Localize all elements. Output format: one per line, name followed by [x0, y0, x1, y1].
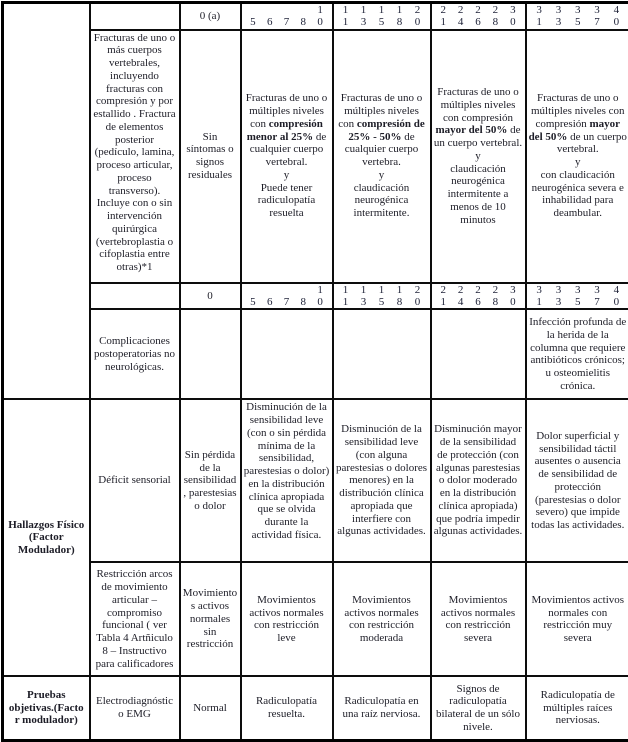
- points-header-row-2: [3, 283, 628, 310]
- points-bottom-line: 1 3 5 8 0: [337, 296, 427, 308]
- range-of-motion-row: [3, 562, 628, 676]
- fracture-criteria-row: [3, 30, 628, 283]
- criteria-post: de un cuerpo vertebral.: [557, 131, 627, 156]
- criteria-pre: Fracturas de uno o múltiples niveles con compresión: [437, 86, 519, 124]
- points-bottom-line: 5 6 7 8 0: [245, 296, 329, 308]
- radiculopathy-resolved-cell: Radiculopatía resuelta.: [241, 676, 333, 740]
- absent-sensation-cell: Dolor superficial y sensibilidad táctil ausentes o ausencia de sensibilidad de protección (parestesias o dolor severo) que impide todas las actividades.: [526, 399, 628, 562]
- rating-table: [1, 1, 628, 742]
- fracture-description-cell: Fracturas de uno o más cuerpos vertebrales, incluyendo fracturas con compresión y por estallido . Fractura de elementos posterior (pedículo, lamina, proceso articular, proceso transverso). Incluye con o sin intervención quirúrgica (vertebroplastia o cifoplastia entre otras)*1: [90, 30, 180, 283]
- criteria-text: [529, 92, 628, 156]
- points-31-40-cell: [526, 283, 628, 310]
- points-bottom-line: 1 4 6 8 0: [435, 16, 522, 28]
- points-bottom-line: 1 3 5 8 0: [337, 16, 427, 28]
- y-connector: y: [529, 156, 628, 169]
- empty-cell: [180, 309, 241, 399]
- criteria-bold: mayor del 50%: [529, 118, 621, 143]
- points-bottom-line: 1 3 5 7 0: [530, 16, 627, 28]
- sensory-deficit-row: [3, 399, 628, 562]
- criteria-post: de cualquier cuerpo vertebra.: [345, 131, 419, 169]
- radiculopathy-multiple-roots-cell: Radiculopatía de múltiples raíces nerviosas.: [526, 676, 628, 740]
- points-top-line: 3 3 3 3 4: [530, 284, 627, 296]
- points-bottom-line: 1 3 5 7 0: [530, 296, 627, 308]
- points-5-10-cell: [241, 283, 333, 310]
- points-top-line: 1 1 1 1 2: [337, 4, 427, 16]
- rom-restriction-label-cell: Restricción arcos de movimiento articular – compromiso funcional ( ver Tabla 4 Artñiculo 8 – Instructivo para calificadores: [90, 562, 180, 676]
- radiculopathy-bilateral-cell: Signos de radiculopatía bilateral de un sólo nivele.: [431, 676, 526, 740]
- points-11-20-cell: [333, 283, 431, 310]
- criteria-text: [244, 92, 330, 169]
- rom-very-severe-restriction-cell: Movimientos activos normales con restricción muy severa: [526, 562, 628, 676]
- compression-under-25-cell: [241, 30, 333, 283]
- pruebas-objetivas-label: Pruebas objetivas.(Facto r modulador): [3, 676, 90, 740]
- mild-sensory-loss-cell: Disminución de la sensibilidad leve (con o sin pérdida mínima de la sensibilidad, parestesias o dolor) en la distribución clínica apropiada que se olvida durante la actividad física.: [241, 399, 333, 562]
- criteria-tail: claudicación neurogénica intermitente.: [336, 182, 428, 220]
- criteria-post: de cualquier cuerpo vertebral.: [250, 131, 327, 169]
- criteria-bold: compresión menor al 25%: [247, 118, 323, 143]
- empty-cell: [241, 309, 333, 399]
- points-bottom-line: 5 6 7 8 0: [245, 16, 329, 28]
- compression-25-50-cell: [333, 30, 431, 283]
- hallazgos-fisico-label: Hallazgos Físico (Factor Modulador): [3, 399, 90, 676]
- compression-over-50-cell: [431, 30, 526, 283]
- electrodiagnostic-emg-cell: Electrodiagnóstic o EMG: [90, 676, 180, 740]
- points-header-row-1: [3, 3, 628, 30]
- criteria-text: [434, 86, 523, 150]
- no-symptoms-cell: Sin síntomas o signos residuales: [180, 30, 241, 283]
- rom-no-restriction-cell: Movimiento s activos normales sin restricción: [180, 562, 241, 676]
- points-top-line: 3 3 3 3 4: [530, 4, 627, 16]
- mild-sensory-loss-interferes-cell: Disminución de la sensibilidad leve (con alguna parestesias o dolores menores) en la distribución clínica apropiada que interfiere con algunas actividades.: [333, 399, 431, 562]
- postop-complications-cell: Complicaciones postoperatorias no neurológicas.: [90, 309, 180, 399]
- points-top-line: 1: [245, 4, 329, 16]
- rom-severe-restriction-cell: Movimientos activos normales con restricción severa: [431, 562, 526, 676]
- points-top-line: 2 2 2 2 3: [435, 4, 522, 16]
- criteria-text: [336, 92, 428, 169]
- no-sensory-loss-cell: Sin pérdida de la sensibilidad, parestesias o dolor: [180, 399, 241, 562]
- points-11-20-cell: [333, 3, 431, 30]
- empty-cell: [90, 3, 180, 30]
- objective-tests-row: [3, 676, 628, 740]
- criteria-tail: Puede tener radiculopatía resuelta: [244, 182, 330, 220]
- criteria-pre: Fracturas de uno o múltiples niveles con compresión: [531, 92, 624, 130]
- emg-normal-cell: Normal: [180, 676, 241, 740]
- points-top-line: 1: [245, 284, 329, 296]
- points-bottom-line: 1 4 6 8 0: [435, 296, 522, 308]
- points-0-cell: 0: [180, 283, 241, 310]
- points-21-30-cell: [431, 3, 526, 30]
- deep-wound-infection-cell: Infección profunda de la herida de la columna que requiere antibióticos crónicos; u osteomielitis crónica.: [526, 309, 628, 399]
- empty-cell: [90, 283, 180, 310]
- points-31-40-cell: [526, 3, 628, 30]
- criteria-pre: Fracturas de uno o múltiples niveles con: [246, 92, 328, 130]
- points-21-30-cell: [431, 283, 526, 310]
- y-connector: y: [244, 169, 330, 182]
- criteria-pre: Fracturas de uno o múltiples niveles con: [338, 92, 422, 130]
- postop-complications-row: [3, 309, 628, 399]
- empty-spanner-cell: [3, 3, 90, 400]
- empty-cell: [333, 309, 431, 399]
- major-sensory-loss-cell: Disminución mayor de la sensibilidad de protección (con algunas parestesias o dolor moderado en la distribución clínica apropiada) que podría impedir algunas actividades.: [431, 399, 526, 562]
- criteria-tail: claudicación neurogénica intermitente a menos de 10 minutos: [434, 163, 523, 227]
- deficit-sensorial-cell: Déficit sensorial: [90, 399, 180, 562]
- points-5-10-cell: [241, 3, 333, 30]
- rom-moderate-restriction-cell: Movimientos activos normales con restricción moderada: [333, 562, 431, 676]
- criteria-bold: compresión de 25% - 50%: [348, 118, 424, 143]
- rom-mild-restriction-cell: Movimientos activos normales con restricción leve: [241, 562, 333, 676]
- y-connector: y: [336, 169, 428, 182]
- criteria-post: de un cuerpo vertebral.: [434, 124, 522, 149]
- criteria-tail: con claudicación neurogénica severa e inhabilidad para deambular.: [529, 169, 628, 220]
- points-top-line: 1 1 1 1 2: [337, 284, 427, 296]
- radiculopathy-one-root-cell: Radiculopatía en una raíz nerviosa.: [333, 676, 431, 740]
- compression-over-50-severe-cell: [526, 30, 628, 283]
- points-top-line: 2 2 2 2 3: [435, 284, 522, 296]
- y-connector: y: [434, 150, 523, 163]
- empty-cell: [431, 309, 526, 399]
- criteria-bold: mayor del 50%: [435, 124, 507, 136]
- points-0a-cell: 0 (a): [180, 3, 241, 30]
